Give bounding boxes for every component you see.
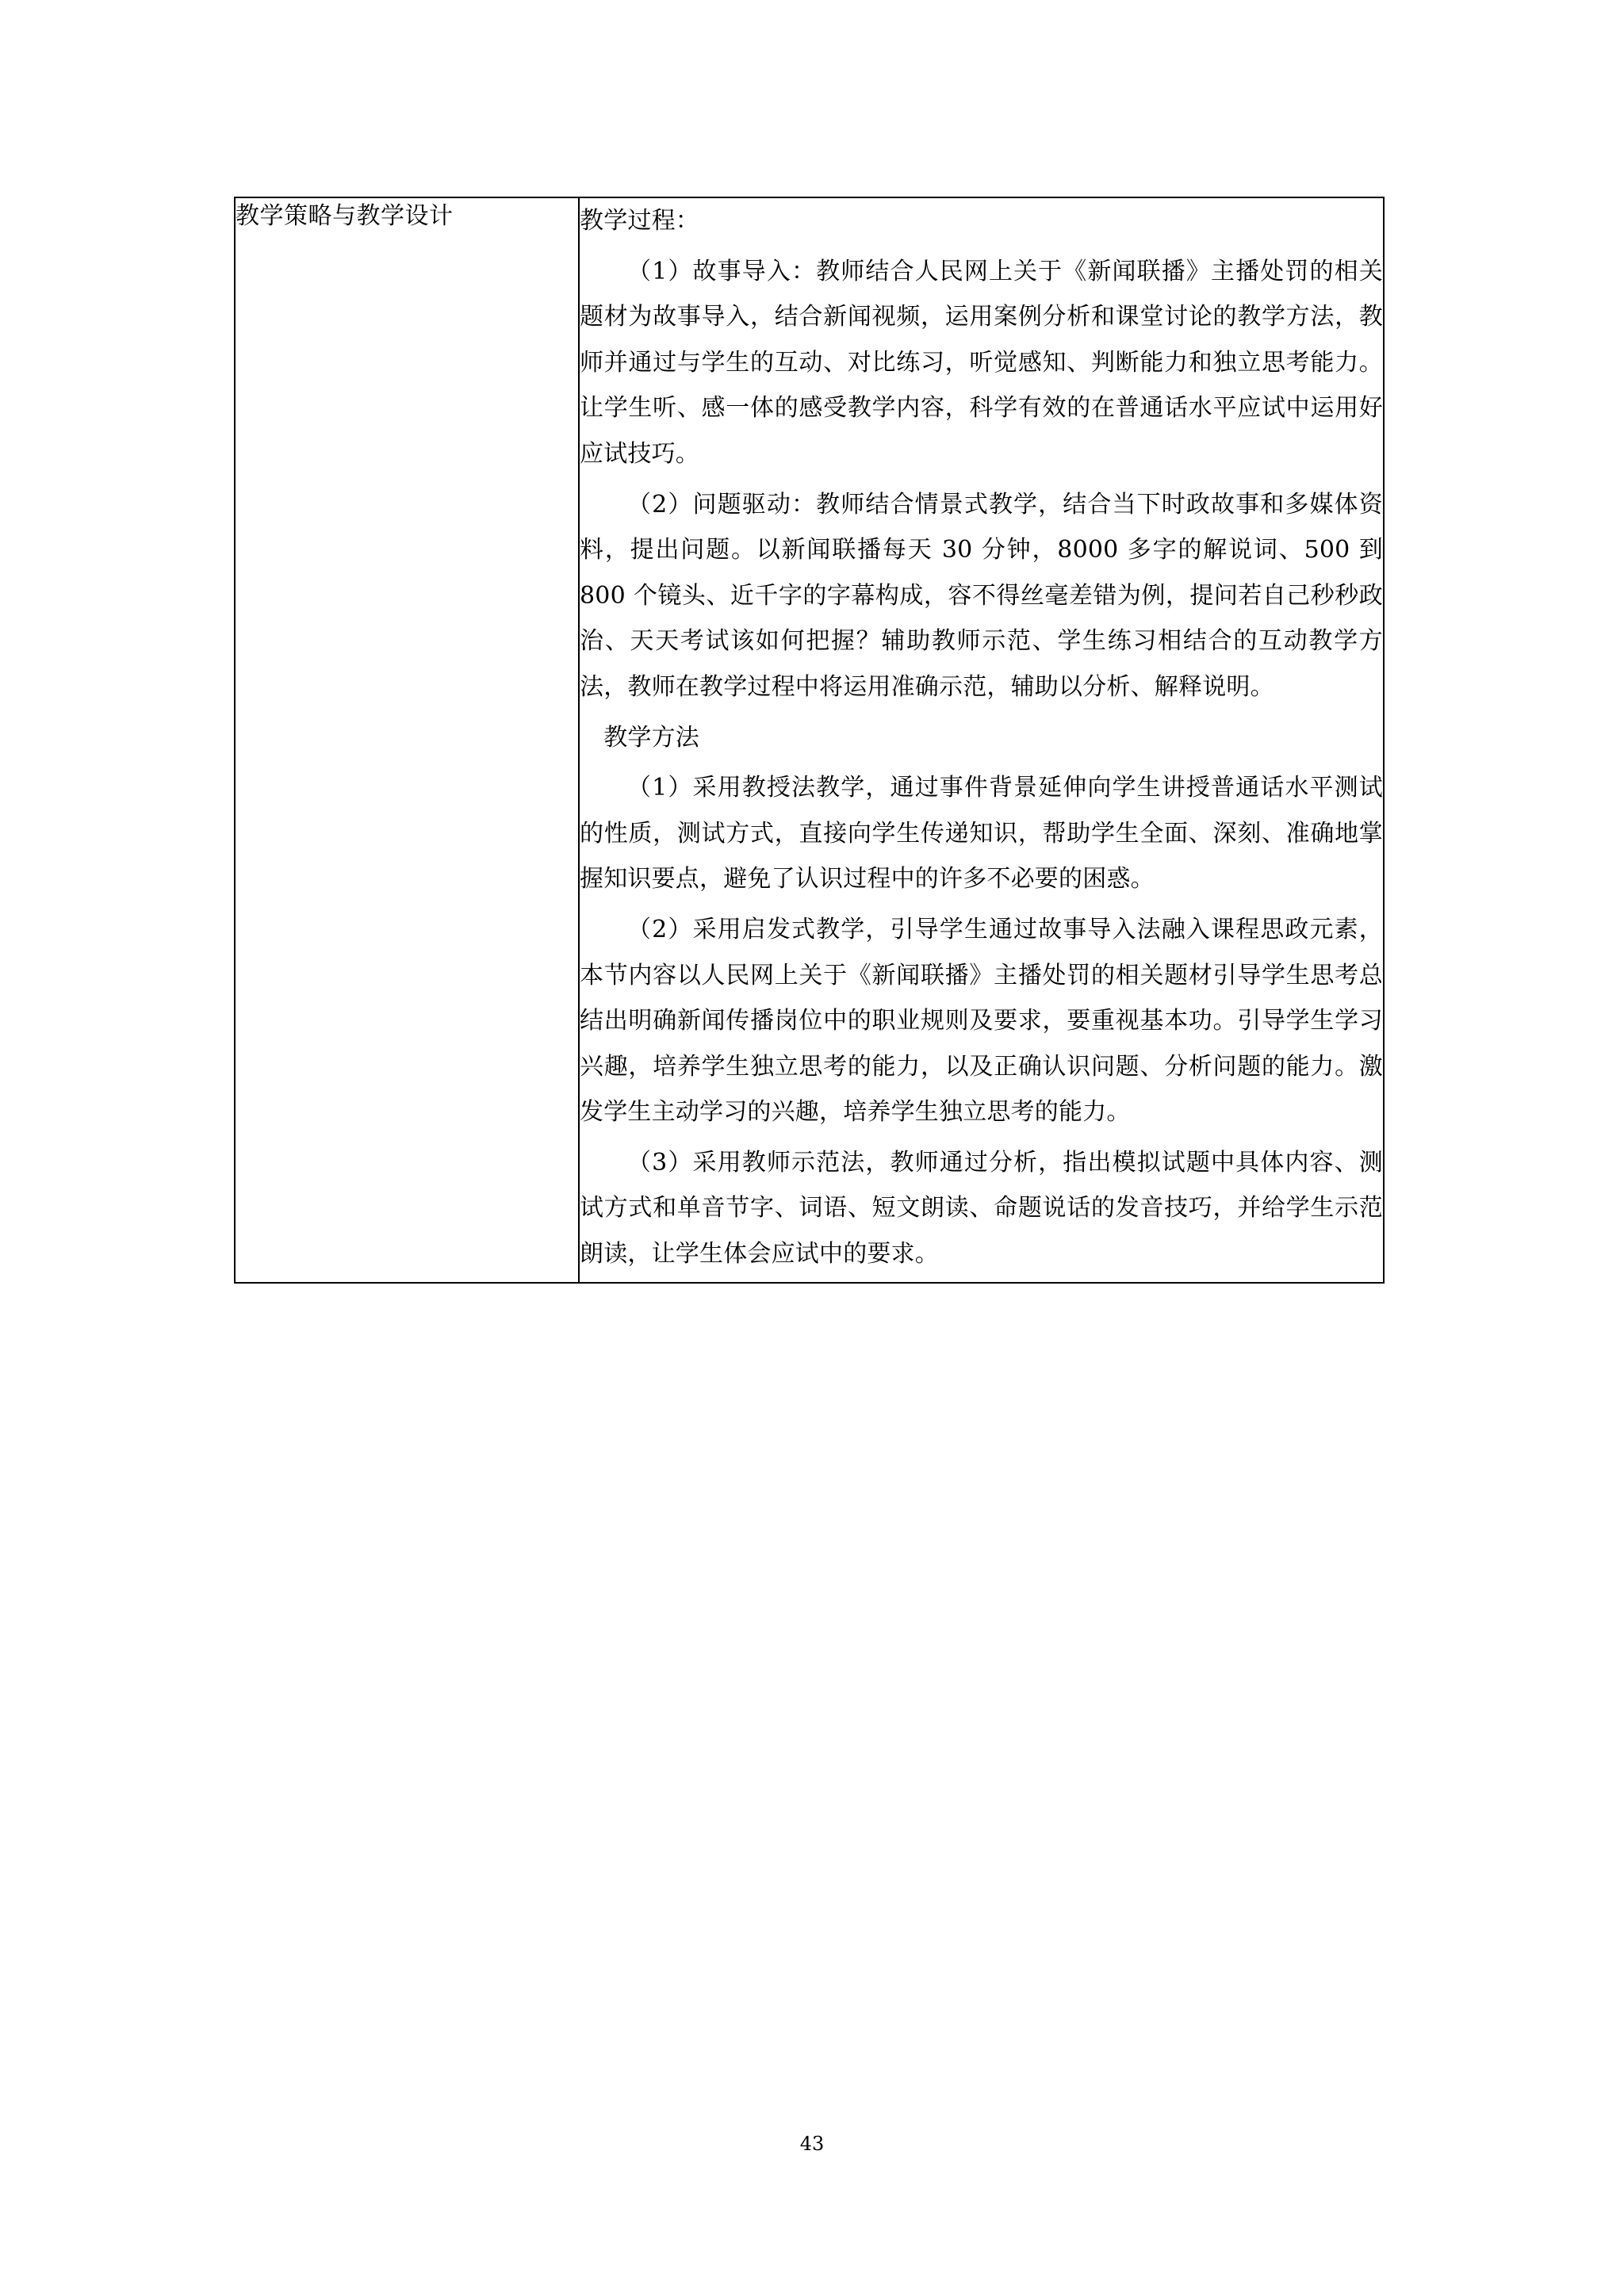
body-paragraph-6: （3）采用教师示范法，教师通过分析，指出模拟试题中具体内容、测试方式和单音节字、词语、短文朗读、命题说话的发音技巧，并给学生示范朗读，让学生体会应试中的要求。 [580,1148,1383,1269]
body-paragraph-1: （1）故事导入：教师结合人民网上关于《新闻联播》主播处罚的相关题材为故事导入，结合新闻视频，运用案例分析和课堂讨论的教学方法，教师并通过与学生的互动、对比练习，听觉感知、判断能力和独立思考能力。让学生听、感一体的感受教学内容，科学有效的在普通话水平应试中运用好应试技巧。 [580,257,1383,468]
row-label-text: 教学策略与教学设计 [236,202,454,230]
body-paragraph-0: 教学过程： [580,207,699,235]
body-paragraph-3: 教学方法 [580,723,699,752]
lesson-plan-table [234,197,1385,1284]
table-cell-label [235,197,579,1283]
body-paragraph-2: （2）问题驱动：教师结合情景式教学，结合当下时政故事和多媒体资料，提出问题。以新闻联播每天 30 分钟，8000 多字的解说词、500 到 800 个镜头、近千字的字幕构成，容不得丝毫差错为例，提问若自己秒秒政治、天天考试该如何把握？辅助教师示范、学生练习相结合的互动教学方法，教师在教学过程中将运用准确示范，辅助以分析、解释说明。 [580,490,1383,701]
table-cell-body [579,197,1384,1283]
body-paragraph-4: （1）采用教授法教学，通过事件背景延伸向学生讲授普通话水平测试的性质，测试方式，直接向学生传递知识，帮助学生全面、深刻、准确地掌握知识要点，避免了认识过程中的许多不必要的困惑。 [580,774,1383,894]
table-row [235,197,1384,1283]
body-paragraph-5: （2）采用启发式教学，引导学生通过故事导入法融入课程思政元素，本节内容以人民网上关于《新闻联播》主播处罚的相关题材引导学生思考总结出明确新闻传播岗位中的职业规则及要求，要重视基本功。引导学生学习兴趣，培养学生独立思考的能力，以及正确认识问题、分析问题的能力。激发学生主动学习的兴趣，培养学生独立思考的能力。 [580,915,1383,1127]
page-number: 43 [799,2133,825,2155]
